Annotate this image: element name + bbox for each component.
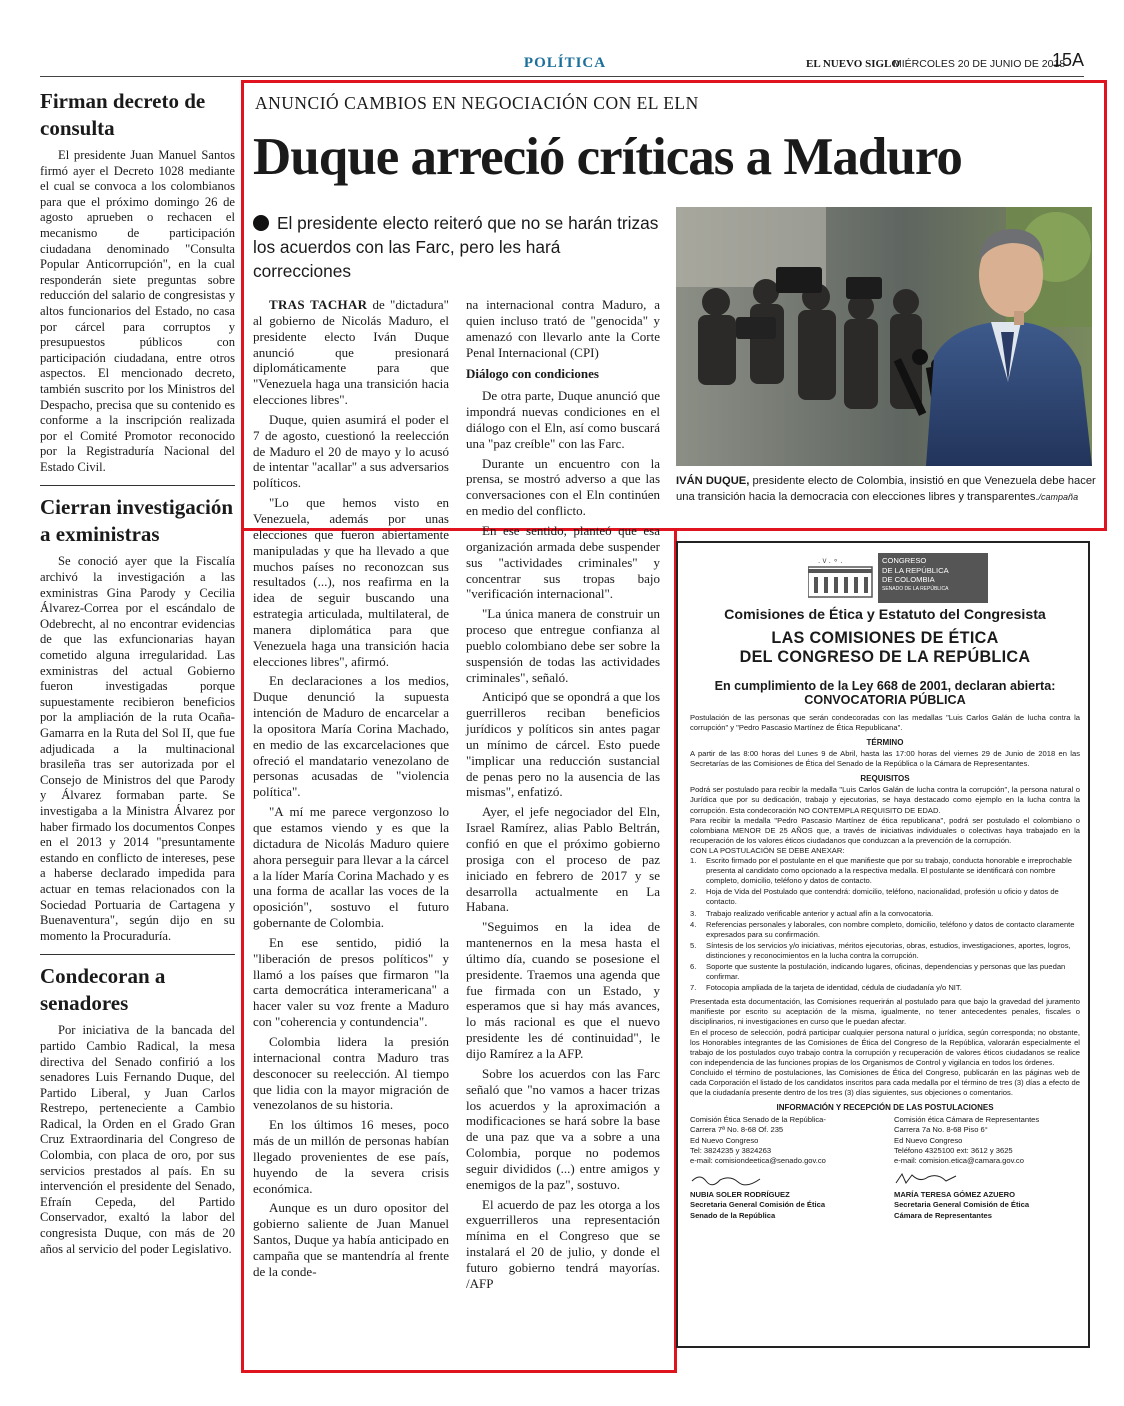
- article-deck: [253, 211, 663, 283]
- caption-text: presidente electo de Colombia, insistió en que Venezuela debe hacer una transición hacia la democracia con elecciones libres y transparentes.: [676, 475, 1096, 503]
- contact-senado: [690, 1115, 876, 1166]
- article-column-1: [253, 297, 449, 1284]
- paragraph: Duque, quien asumirá el poder el 7 de agosto, cuestionó la reelección de Maduro el 20 de mayo y lo acusó de intentar "acallar" a sus adversarios políticos.: [253, 411, 449, 491]
- notice-anexar: CON LA POSTULACIÓN SE DEBE ANEXAR:: [690, 845, 845, 855]
- list-item: [690, 983, 1080, 993]
- notice-heading: Comisiones de Ética y Estatuto del Congresista: [724, 607, 1046, 623]
- paragraph: "La única manera de construir un proceso que entregue confianza al pueblo colombiano debe ser sobre la suspensión de todas las actividades criminales", señaló.: [466, 606, 660, 685]
- header-rule: [40, 76, 1084, 77]
- item-text: Síntesis de los servicios y/o iniciativas, méritos ejecutorias, obras, estudios, investigaciones, aportes, logros, distinciones y reconocimientos en la lucha contra la corrupción.: [706, 940, 1071, 960]
- svg-text:. v . ∘ .: . v . ∘ .: [818, 556, 843, 565]
- item-text: Soporte que sustente la postulación, indicando lugares, oficinas, dependencias y personas que las puedan confirmar.: [706, 961, 1066, 982]
- brief-title: Cierran investigación a exministras: [40, 495, 234, 547]
- contact-line: Ed Nuevo Congreso: [894, 1135, 963, 1145]
- lead-paragraph: [253, 297, 449, 408]
- paragraph: Sobre los acuerdos con las Farc señaló que "no vamos a hacer trizas los acuerdos y la aproximación a modificaciones se hará sobre la base de una paz que va a sobre a una Colombia, porque no podemos seguir divididos (...) entre amigos y enemigos de la paz", sostuvo.: [466, 1065, 660, 1192]
- list-item: [690, 856, 1080, 886]
- notice-subtitle: REQUISITOS: [860, 774, 910, 784]
- notice-termino: A partir de las 8:00 horas del Lunes 9 de Abril, hasta las 17:00 horas del viernes 29 de Junio de 2018 en las Secretarías de las Comisiones de Ética del Senado de la República o la Cámara de Representantes.: [690, 749, 1080, 769]
- lead-caps: TRAS TACHAR: [269, 297, 368, 312]
- paragraph: Durante un encuentro con la prensa, se mostró adverso a que las conversaciones con el Eln continúen en medio del conflicto.: [466, 455, 660, 519]
- item-text: Hoja de Vida del Postulado que contendrá: domicilio, teléfono, nacionalidad, profesión u oficio y datos de contacto.: [706, 887, 1059, 907]
- notice-title-line: LAS COMISIONES DE ÉTICA: [771, 629, 999, 647]
- list-item: [690, 909, 1080, 919]
- item-number: 2.: [690, 887, 697, 897]
- contact-line: Carrera 7ª No. 8-68 Of. 235: [690, 1125, 784, 1135]
- notice-subtitle: INFORMACIÓN Y RECEPCIÓN DE LAS POSTULACIONES: [776, 1103, 994, 1113]
- lead-text: de "dictadura" al gobierno de Nicolás Maduro, el presidente electo Iván Duque anunció que presionará diplomáticamente para que "Venezuela haga una transición hacia elecciones libres".: [253, 297, 449, 408]
- article-headline: Duque arreció críticas a Maduro: [253, 128, 962, 186]
- logo-line: DE LA REPÚBLICA: [882, 565, 949, 575]
- section-label: POLÍTICA: [523, 55, 607, 71]
- paragraph: En los últimos 16 meses, poco más de un millón de personas habían llegado provenientes de ese país, huyendo de la severa crisis económica.: [253, 1117, 449, 1196]
- signatures: [690, 1171, 1080, 1221]
- notice-postulacion: Postulación de las personas que serán condecoradas con las medallas "Luis Carlos Galán de lucha contra la corrupción" y "Pedro Pascasio Martínez de Ética Republicana".: [690, 713, 1080, 733]
- item-text: Escrito firmado por el postulante en el que manifieste que por su trabajo, conducta honorable e irreprochable presenta al candidato como opcionado a la respectiva medalla. El postulante se identificará con nombre completo, domicilio, teléfono y datos de contacto.: [706, 856, 1072, 886]
- notice-closing: Presentada esta documentación, las Comisiones requerirán al postulado para que bajo la gravedad del juramento manifieste por escrito su aceptación de la misma, igualmente, no tener antecedentes penales, fiscales o disciplinarios, ni investigaciones en curso que le puedan afectar.: [690, 997, 1080, 1027]
- list-item: [690, 962, 1080, 982]
- signer-name: NUBIA SOLER RODRÍGUEZ: [690, 1189, 790, 1199]
- contact-line: Teléfono 4325100 ext: 3612 y 3625: [894, 1146, 1013, 1156]
- contacts: [690, 1115, 1080, 1166]
- paragraph: Ayer, el jefe negociador del Eln, Israel Ramírez, alias Pablo Beltrán, confió en que el próximo gobierno prosiga con el proceso de paz iniciado en febrero de 2017 y se desarrolla actualmente en La Habana.: [466, 804, 660, 915]
- signer-role: Secretaria General Comisión de Ética: [690, 1200, 826, 1210]
- paragraph: Colombia lidera la presión internacional contra Maduro tras desconocer su reelección. Al tiempo que lidia con la mayor migración de venezolanos de su historia.: [253, 1033, 449, 1113]
- signature-icon: [894, 1171, 974, 1187]
- logo-line: SENADO DE LA REPÚBLICA: [882, 585, 949, 592]
- deck-text: El presidente electo reiteró que no se harán trizas los acuerdos con las Farc, pero les hará correcciones: [253, 213, 659, 281]
- brief-exministras: [40, 494, 235, 944]
- paragraph: "A mí me parece vergonzoso lo que estamos viendo y es que la dictadura de Nicolás Maduro quiere ahora perseguir para llevar a la cárcel a la líder María Corina Machado y es una forma de acallar las voces de la oposición", sostuvo el futuro gobernante de Colombia.: [253, 804, 449, 931]
- contact-email: e-mail: comisiondeetica@senado.gov.co: [690, 1156, 826, 1166]
- photo-illustration: [676, 207, 1092, 466]
- caption-name: IVÁN DUQUE,: [676, 475, 750, 487]
- item-text: Referencias personales y laborales, con nombre completo, domicilio, teléfono y datos de contacto claramente expresados para su confirmación.: [706, 919, 1075, 939]
- list-item: [690, 920, 1080, 940]
- requirements-list: [690, 856, 1080, 993]
- list-item: [690, 887, 1080, 907]
- congreso-logo: [808, 553, 988, 605]
- signature-senado: [690, 1171, 876, 1221]
- paragraph: Anticipó que se opondrá a que los guerrilleros reciban beneficios jurídicos y políticos sin antes pagar un mínimo de cárcel. Esto puede "implicar una reducción sustancial de penas pero no la ausencia de las mismas", enfatizó.: [466, 689, 660, 800]
- paragraph: "Seguimos en la idea de mantenernos en la mesa hasta el último día, cuando se posesione el presidente. Traemos una agenda que fue firmada con un Estado, y esperamos que si hay más avances, lo más racional es que el nuevo presidente les dé continuidad", le dijo Ramírez a la AFP.: [466, 919, 660, 1061]
- brief-body: El presidente Juan Manuel Santos firmó ayer el Decreto 1028 mediante el cual se convoca a los colombianos para que el próximo domingo 26 de agosto aprueben o rechacen el mecanismo de participación ciudadana denominado "Consulta Popular Anticorrupción", en la cual responderán siete preguntas sobre reducción del salario de congresistas y altos funcionarios del Estado, no casa por cárcel para corruptos y presupuestos públicos con participación ciudadana, entre otros aspectos. El mencionado decreto, también suscrito por los Ministros del Despacho, precisa que su contenido es conforme a la inscripción realizada por el Comité Promotor reconocido por la Registraduría Nacional del Estado Civil.: [40, 148, 235, 474]
- item-number: 4.: [690, 919, 697, 929]
- notice-requisito: Para recibir la medalla "Pedro Pascasio Martínez de ética republicana", podrá ser postulado el colombiano o colombiana MENOR DE 25 AÑOS que, a través de iniciativas individuales o colectivas haya trabajado en la recuperación de los valores éticos ciudadanos que conduzcan a la prevención de la corrupción.: [690, 815, 1080, 845]
- brief-decreto: [40, 88, 235, 475]
- notice-subtitle: TÉRMINO: [866, 738, 904, 748]
- brief-title: Firman decreto de consulta: [40, 89, 206, 140]
- item-number: 6.: [690, 961, 697, 971]
- logo-line: DE COLOMBIA: [882, 575, 935, 585]
- item-number: 5.: [690, 940, 697, 950]
- paragraph: El acuerdo de paz les otorga a los exguerrilleros una representación mínima en el Congreso que se instalará el 20 de julio, y donde el futuro gobierno tendrá mayorías. /AFP: [466, 1196, 660, 1291]
- list-item: [690, 941, 1080, 961]
- notice-closing: En el proceso de selección, podrá participar cualquier persona natural o jurídica, según corresponda; no obstante, los Honorables integrantes de las Comisiones de Ética del Congreso de la República, valorarán especialmente el trabajo de los postulados cuyo trabajo contra la corrupción y recuperación de valores éticos ciudadanos se realice con independencia de las funciones propias de los Organismos de Control y vigilancia en todos los órdenes.: [690, 1027, 1080, 1067]
- contact-line: Comisión ética Cámara de Representantes: [894, 1115, 1040, 1125]
- signer-name: MARÍA TERESA GÓMEZ AZUERO: [894, 1189, 1016, 1199]
- paragraph: De otra parte, Duque anunció que impondrá nuevas condiciones en el diálogo con el Eln, así como buscará una "paz creíble" con las Farc.: [466, 388, 660, 451]
- divider: [40, 954, 235, 955]
- item-number: 3.: [690, 908, 697, 918]
- photo-caption: [676, 474, 1096, 505]
- article-column-2: [466, 297, 660, 1296]
- item-number: 1.: [690, 856, 697, 866]
- signer-role: Cámara de Representantes: [894, 1210, 992, 1220]
- notice-intro: En cumplimiento de la Ley 668 de 2001, declaran abierta:: [714, 679, 1056, 693]
- brief-body: Se conoció ayer que la Fiscalía archivó la investigación a las exministras Gina Parody y Cecilia Álvarez-Correa por el escándalo de Odebrecht, al no encontrar evidencias de que las exfuncionarias hayan cometido alguna irregularidad. Las exministras del actual Gobierno fueron investigadas porque supuestamente recibieron beneficios por la ampliación de la ruta Ocaña-Gamarra en la Ruta del Sol II, que fue adjudicada a la multinacional brasileña tras ser autorizada por el Consejo de Ministros del que Parody y Álvarez formaban parte. Se investigaba a la Ministra Álvarez por haber firmado los documentos Conpes en el 2013 y 2014 "presuntamente estando en conflicto de intereses, pese a haberse declarado impedida para actuar en temas relacionados con la Sociedad Portuaria de Cartagena y Buenaventura", según dijo en su momento la Procuraduría.: [40, 554, 235, 943]
- logo-text: [882, 556, 987, 594]
- notice-closing: Concluido el término de postulaciones, las Comisiones de Ética del Congreso, publicarán en las páginas web de cada Corporación el listado de los candidatos inscritos para cada medalla por el término de tres (3) días a efecto de que la ciudadanía presente dentro de los tres (3) días siguientes, sus objeciones o comentarios.: [690, 1067, 1080, 1098]
- notice-title-line: DEL CONGRESO DE LA REPÚBLICA: [739, 648, 1031, 666]
- bullet-icon: [253, 215, 269, 231]
- public-notice-ad: [676, 541, 1090, 1348]
- notice-convocatoria: CONVOCATORIA PÚBLICA: [804, 693, 966, 707]
- contact-line: Carrera 7a No. 8-68 Piso 6°: [894, 1125, 988, 1135]
- item-number: 7.: [690, 983, 697, 993]
- paragraph: Aunque es un duro opositor del gobierno saliente de Juan Manuel Santos, Duque ya había anticipado en campaña que se mantendría al frente de la conde-: [253, 1200, 449, 1279]
- brief-body: Por iniciativa de la bancada del partido Cambio Radical, la mesa directiva del Senado confirió a los senadores Luis Fernando Duque, del Partido Liberal, y Juan Carlos Restrepo, perteneciente a Cambio Radical, la Orden en el Grado Gran Cruz Extraordinaria del Congreso de Colombia, con placa de oro, por sus servicios prestados al país. En su intervención el presidente del Senado, Efraín Cepeda, del Partido Conservador, exaltó la labor del congresista Duque, con más de 20 años al servicio del poder Legislativo.: [40, 1023, 235, 1256]
- photo-credit: /campaña: [1038, 491, 1079, 502]
- signature-icon: [690, 1171, 770, 1187]
- notice-body: [690, 607, 1080, 1221]
- item-text: Trabajo realizado verificable anterior y actual afín a la convocatoria.: [706, 908, 934, 918]
- paragraph: na internacional contra Maduro, a quien incluso trató de "genocida" y amenazó con llevarlo ante la Corte Penal Internacional (CPI): [466, 297, 660, 360]
- signer-role: Senado de la República: [690, 1210, 776, 1220]
- item-text: Fotocopia ampliada de la tarjeta de identidad, cédula de ciudadanía y/o NIT.: [706, 983, 962, 993]
- brief-title: Condecoran a senadores: [40, 964, 166, 1016]
- paragraph: En ese sentido, planteó que esa organización armada debe suspender sus "actividades criminales" y concentrar sus tropas bajo "verificación internacional".: [466, 522, 660, 602]
- signer-role: Secretaria General Comisión de Ética: [894, 1200, 1030, 1210]
- paragraph: En declaraciones a los medios, Duque denunció la supuesta intención de Maduro de encarcelar a la opositora María Corina Machado, en medio de las excarcelaciones que ofreció el mandatario venezolano de personas acusadas de "violencia política".: [253, 673, 449, 800]
- article-kicker: ANUNCIÓ CAMBIOS EN NEGOCIACIÓN CON EL ELN: [255, 93, 699, 113]
- contact-line: Comisión Ética Senado de la República-: [690, 1115, 826, 1125]
- briefs-column: [40, 88, 235, 1267]
- signature-camara: [894, 1171, 1080, 1221]
- brief-senadores: [40, 963, 235, 1257]
- article-photo: [676, 207, 1092, 466]
- page-number: 15A: [1052, 50, 1085, 70]
- contact-line: Tel: 3824235 y 3824263: [690, 1146, 772, 1156]
- paragraph: En ese sentido, pidió la "liberación de presos políticos" y llamó a los países que firmaron "la carta democrática interamericana" a hacer valer su voz frente a Maduro con "coherencia y contundencia".: [253, 934, 449, 1030]
- notice-requisito: Podrá ser postulado para recibir la medalla "Luis Carlos Galán de lucha contra la corrupción", la persona natural o Jurídica que por su dedicación, trabajo y ejecutorias, se haya destacado como ejemplo en la lucha contra la corrupción. Esta condecoración NO CONTEMPLA REQUISITO DE EDAD.: [690, 785, 1080, 815]
- contact-email: e-mail: comision.etica@camara.gov.co: [894, 1156, 1024, 1166]
- newspaper-name: EL NUEVO SIGLO: [806, 58, 900, 70]
- contact-line: Ed Nuevo Congreso: [690, 1135, 759, 1145]
- article-subhead: Diálogo con condiciones: [466, 366, 599, 382]
- issue-date: MIÉRCOLES 20 DE JUNIO DE 2018: [893, 58, 1066, 70]
- logo-line: CONGRESO: [882, 556, 927, 565]
- paragraph: "Lo que hemos visto en Venezuela, además por unas elecciones que fueron abiertamente manipuladas y que ha llevado a que muchos países no reconozcan sus resultados (...), nos reafirma en la idea de seguir buscando una estrategia articulada, multilateral, de manera diplomática para que Venezuela haga una transición hacia elecciones libres", afirmó.: [253, 495, 449, 669]
- contact-camara: [894, 1115, 1080, 1166]
- divider: [40, 485, 235, 486]
